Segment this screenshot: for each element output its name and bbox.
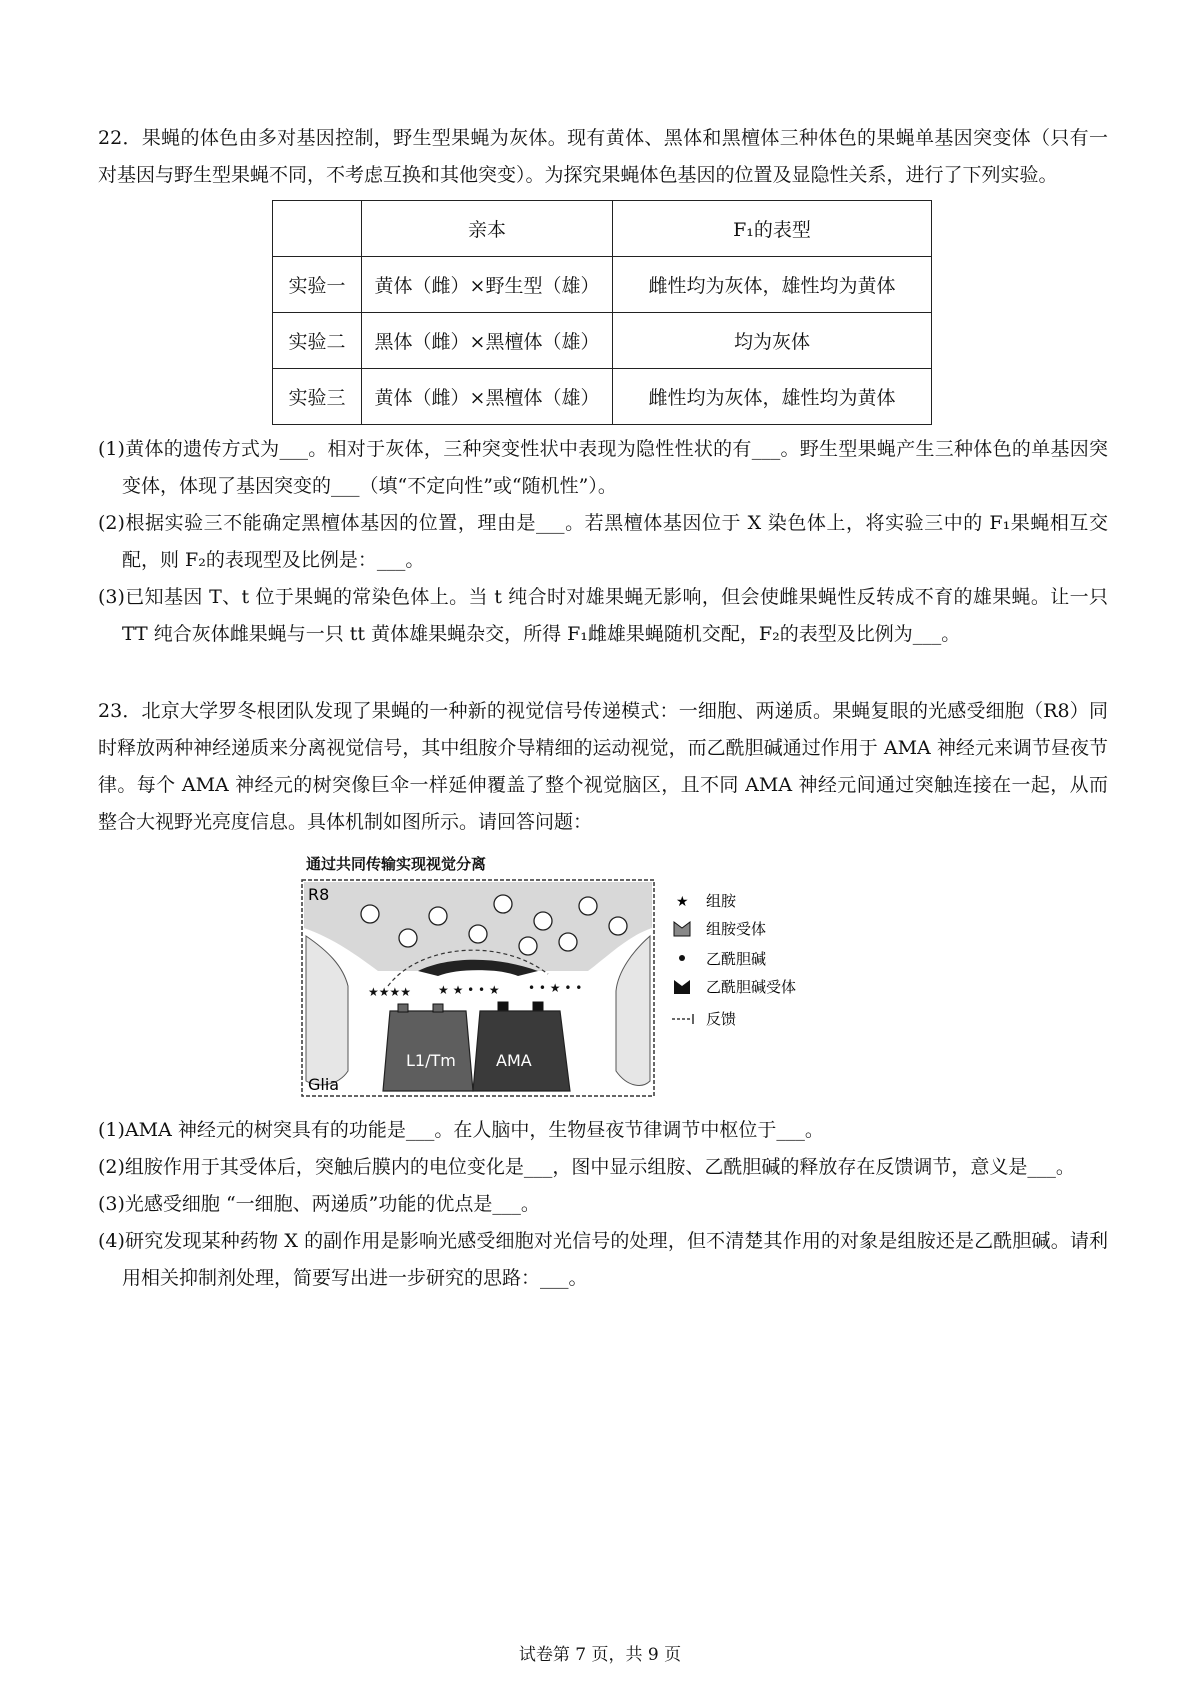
experiment-table <box>272 200 932 425</box>
q23-sub1: (1)AMA 神经元的树突具有的功能是___。在人脑中，生物昼夜节律调节中枢位于___。 <box>98 1119 824 1141</box>
q22-intro: 22．果蝇的体色由多对基因控制，野生型果蝇为灰体。现有黄体、黑体和黑檀体三种体色的果蝇单基因突变体（只有一对基因与野生型果蝇不同，不考虑互换和其他突变）。为探究果蝇体色基因的位置及显隐性关系，进行了下列实验。 <box>98 127 1108 186</box>
table-row <box>273 313 932 369</box>
table-header-cell: F₁的表型 <box>613 201 932 257</box>
legend <box>672 892 796 1028</box>
synapse-diagram <box>298 876 918 1101</box>
legend-label: 乙酰胆碱 <box>706 950 767 968</box>
table-cell: 雌性均为灰体，雄性均为黄体 <box>613 369 932 425</box>
q23-sub2: (2)组胺作用于其受体后，突触后膜内的电位变化是___，图中显示组胺、乙酰胆碱的释放存在反馈调节，意义是___。 <box>98 1156 1075 1178</box>
table-cell: 雌性均为灰体，雄性均为黄体 <box>613 257 932 313</box>
table-header-row <box>273 201 932 257</box>
table-cell: 实验三 <box>273 369 362 425</box>
table-cell: 实验二 <box>273 313 362 369</box>
q22-sub3: (3)已知基因 T、t 位于果蝇的常染色体上。当 t 纯合时对雄果蝇无影响，但会使雌果蝇性反转成不育的雄果蝇。让一只 TT 纯合灰体雌果蝇与一只 tt 黄体雄果蝇杂交，所得 F₁雌雄果蝇随机交配，F₂的表型及比例为___。 <box>98 586 1108 645</box>
q22-sub1: (1)黄体的遗传方式为___。相对于灰体，三种突变性状中表现为隐性性状的有___。野生型果蝇产生三种体色的单基因突变体，体现了基因突变的___（填“不定向性”或“随机性”）。 <box>98 438 1108 497</box>
histamine-receptor-icon <box>674 922 690 936</box>
q22-sub2: (2)根据实验三不能确定黑檀体基因的位置，理由是___。若黑檀体基因位于 X 染色体上，将实验三中的 F₁果蝇相互交配，则 F₂的表现型及比例是：___。 <box>98 512 1108 571</box>
q23-sub4: (4)研究发现某种药物 X 的副作用是影响光感受细胞对光信号的处理，但不清楚其作用的对象是组胺还是乙酰胆碱。请利用相关抑制剂处理，简要写出进一步研究的思路：___。 <box>98 1230 1108 1289</box>
glia-label: Glia <box>308 1075 340 1094</box>
q23-intro: 23．北京大学罗冬根团队发现了果蝇的一种新的视觉信号传递模式：一细胞、两递质。果蝇复眼的光感受细胞（R8）同时释放两种神经递质来分离视觉信号，其中组胺介导精细的运动视觉，而乙酰胆碱通过作用于 AMA 神经元来调节昼夜节律。每个 AMA 神经元的树突像巨伞一样延伸覆盖了整个视觉脑区，且不同 AMA 神经元间通过突触连接在一起，从而整合大视野光亮度信息。具体机制如图所示。请回答问题： <box>98 700 1108 833</box>
r8-label: R8 <box>308 885 330 904</box>
legend-label: 反馈 <box>706 1010 737 1028</box>
q23-sub3: (3)光感受细胞 “一细胞、两递质”功能的优点是___。 <box>98 1193 540 1215</box>
table-cell: 黄体（雌）×野生型（雄） <box>362 257 613 313</box>
page-footer: 试卷第 7 页，共 9 页 <box>518 1645 682 1665</box>
svg-text:★ ★ • • ★: ★ ★ • • ★ <box>438 983 500 997</box>
legend-label: 组胺 <box>706 892 737 910</box>
svg-text:★★★★: ★★★★ <box>368 985 412 999</box>
table-row <box>273 369 932 425</box>
table-cell: 黑体（雌）×黑檀体（雄） <box>362 313 613 369</box>
synapse-figure <box>298 853 918 1106</box>
figure-title: 通过共同传输实现视觉分离 <box>306 855 487 873</box>
ach-receptor-icon <box>674 980 690 994</box>
svg-text:• • ★ • •: • • ★ • • <box>528 981 583 995</box>
table-header-cell: 亲本 <box>362 201 613 257</box>
legend-label: 组胺受体 <box>706 920 767 938</box>
star-icon: ★ <box>676 894 689 910</box>
exam-page <box>98 120 1108 1297</box>
dot-icon <box>679 955 685 961</box>
table-cell: 实验一 <box>273 257 362 313</box>
table-header-cell <box>273 201 362 257</box>
table-cell: 黄体（雌）×黑檀体（雄） <box>362 369 613 425</box>
legend-label: 乙酰胆碱受体 <box>706 978 797 996</box>
l1tm-label: L1/Tm <box>406 1051 456 1070</box>
ama-label: AMA <box>496 1051 532 1070</box>
table-row <box>273 257 932 313</box>
table-cell: 均为灰体 <box>613 313 932 369</box>
